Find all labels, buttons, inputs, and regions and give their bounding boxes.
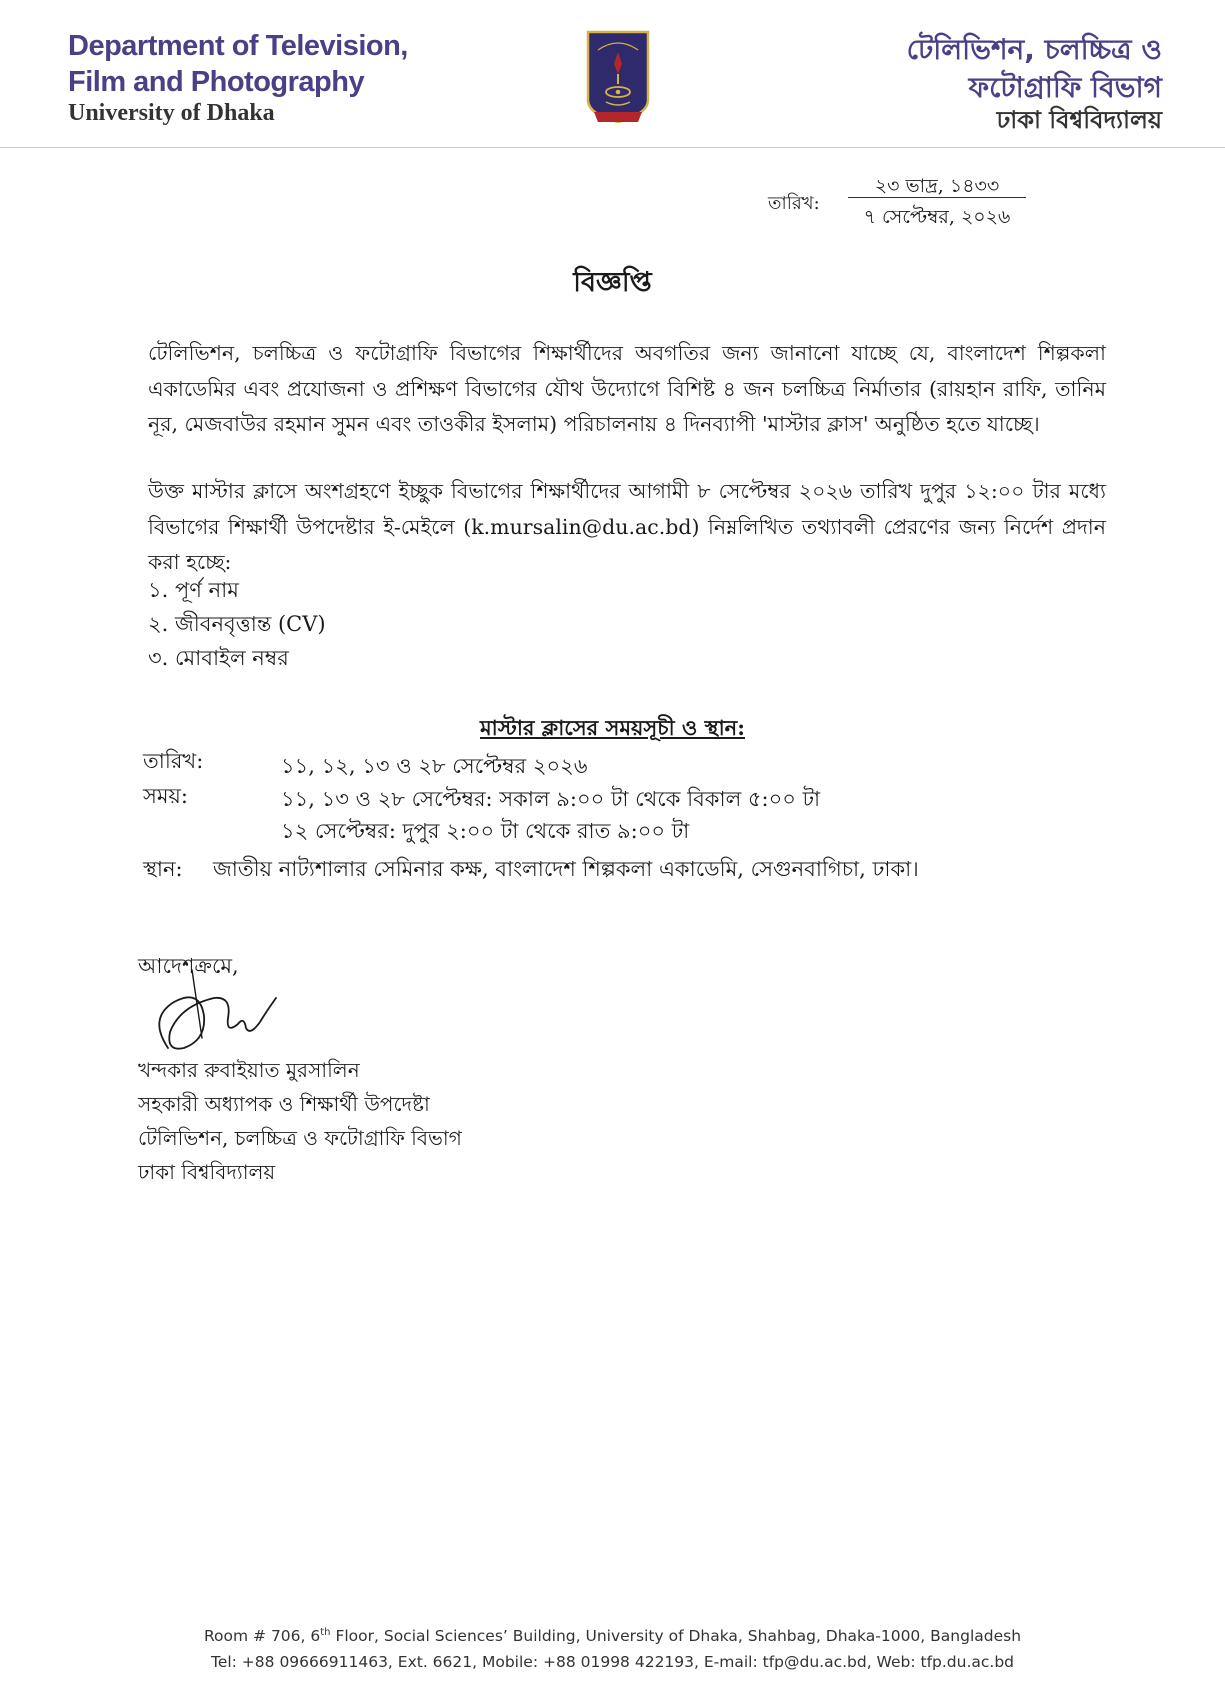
header-english-university: University of Dhaka bbox=[68, 100, 275, 126]
handwritten-signature bbox=[140, 958, 280, 1068]
university-crest-logo bbox=[584, 28, 652, 126]
signatory-name: খন্দকার রুবাইয়াত মুরসালিন bbox=[138, 1058, 360, 1082]
schedule-venue-value: জাতীয় নাট্যশালার সেমিনার কক্ষ, বাংলাদেশ শিল্পকলা একাডেমি, সেগুনবাগিচা, ঢাকা। bbox=[213, 857, 919, 881]
footer-contact: Tel: +88 09666911463, Ext. 6621, Mobile: +88 01998 422193, E-mail: tfp@du.ac.bd, Web: tfp.du.ac.bd bbox=[210, 1653, 1015, 1671]
schedule-time-line-1: ১১, ১৩ ও ২৮ সেপ্টেম্বর: সকাল ৯:০০ টা থেকে বিকাল ৫:০০ টা bbox=[281, 787, 821, 811]
list-item: ৩. মোবাইল নম্বর bbox=[148, 646, 289, 670]
header-bangla-line-1: টেলিভিশন, চলচ্চিত্র ও bbox=[906, 33, 1162, 66]
date-divider bbox=[848, 197, 1026, 198]
signature-salutation: আদেশক্রমে, bbox=[138, 954, 239, 978]
footer-address-superscript: th bbox=[320, 1627, 331, 1638]
signatory-university: ঢাকা বিশ্ববিদ্যালয় bbox=[138, 1160, 276, 1184]
list-item: ২. জীবনবৃত্তান্ত (CV) bbox=[148, 612, 326, 636]
schedule-time-line-2: ১২ সেপ্টেম্বর: দুপুর ২:০০ টা থেকে রাত ৯:০০ টা bbox=[281, 819, 690, 843]
header-bangla-university: ঢাকা বিশ্ববিদ্যালয় bbox=[996, 106, 1162, 134]
schedule-date-value: ১১, ১২, ১৩ ও ২৮ সেপ্টেম্বর ২০২৬ bbox=[281, 754, 588, 778]
schedule-date-label: তারিখ: bbox=[143, 749, 204, 773]
date-gregorian: ৭ সেপ্টেম্বর, ২০২৬ bbox=[863, 206, 1011, 228]
date-label: তারিখ: bbox=[768, 193, 820, 214]
body-paragraph-1: টেলিভিশন, চলচ্চিত্র ও ফটোগ্রাফি বিভাগের শিক্ষার্থীদের অবগতির জন্য জানানো যাচ্ছে যে, বাংলাদেশ শিল্পকলা একাডেমির এবং প্রযোজনা ও প্রশিক্ষণ বিভাগের যৌথ উদ্যোগে বিশিষ্ট ৪ জন চলচ্চিত্র নির্মাতার (রায়হান রাফি, তানিম নূর, মেজবাউর রহমান সুমন এবং তাওকীর ইসলাম) পরিচালনায় ৪ দিনব্যাপী 'মাস্টার ক্লাস' অনুষ্ঠিত হতে যাচ্ছে। bbox=[148, 341, 1106, 436]
date-bangla-calendar: ২৩ ভাদ্র, ১৪৩৩ bbox=[874, 175, 1000, 197]
signatory-designation: সহকারী অধ্যাপক ও শিক্ষার্থী উপদেষ্টা bbox=[138, 1092, 430, 1116]
footer-address-suffix: Floor, Social Sciences’ Building, University of Dhaka, Shahbag, Dhaka-1000, Bangladesh bbox=[330, 1627, 1022, 1646]
header-english-line-2: Film and Photography bbox=[68, 66, 365, 98]
body-paragraph-2: উক্ত মাস্টার ক্লাসে অংশগ্রহণে ইচ্ছুক বিভাগের শিক্ষার্থীদের আগামী ৮ সেপ্টেম্বর ২০২৬ তারিখ দুপুর ১২:০০ টার মধ্যে বিভাগের শিক্ষার্থী উপদেষ্টার ই-মেইলে (k.mursalin@du.ac.bd) নিম্নলিখিত তথ্যাবলী প্রেরণের জন্য নির্দেশ প্রদান করা হচ্ছে: bbox=[148, 479, 1106, 574]
footer-address bbox=[0, 1627, 1225, 1645]
schedule-venue-label: স্থান: bbox=[143, 857, 183, 881]
header-english-line-1: Department of Television, bbox=[68, 30, 408, 62]
schedule-title: মাস্টার ক্লাসের সময়সূচী ও স্থান: bbox=[480, 715, 745, 740]
list-item: ১. পূর্ণ নাম bbox=[148, 578, 239, 602]
signatory-department: টেলিভিশন, চলচ্চিত্র ও ফটোগ্রাফি বিভাগ bbox=[138, 1126, 462, 1150]
header-bangla-line-2: ফটোগ্রাফি বিভাগ bbox=[968, 71, 1162, 104]
header-divider bbox=[0, 147, 1225, 148]
schedule-time-label: সময়: bbox=[143, 784, 188, 808]
notice-title: বিজ্ঞপ্তি bbox=[573, 267, 652, 298]
footer-address-prefix: Room # 706, 6 bbox=[203, 1627, 321, 1646]
